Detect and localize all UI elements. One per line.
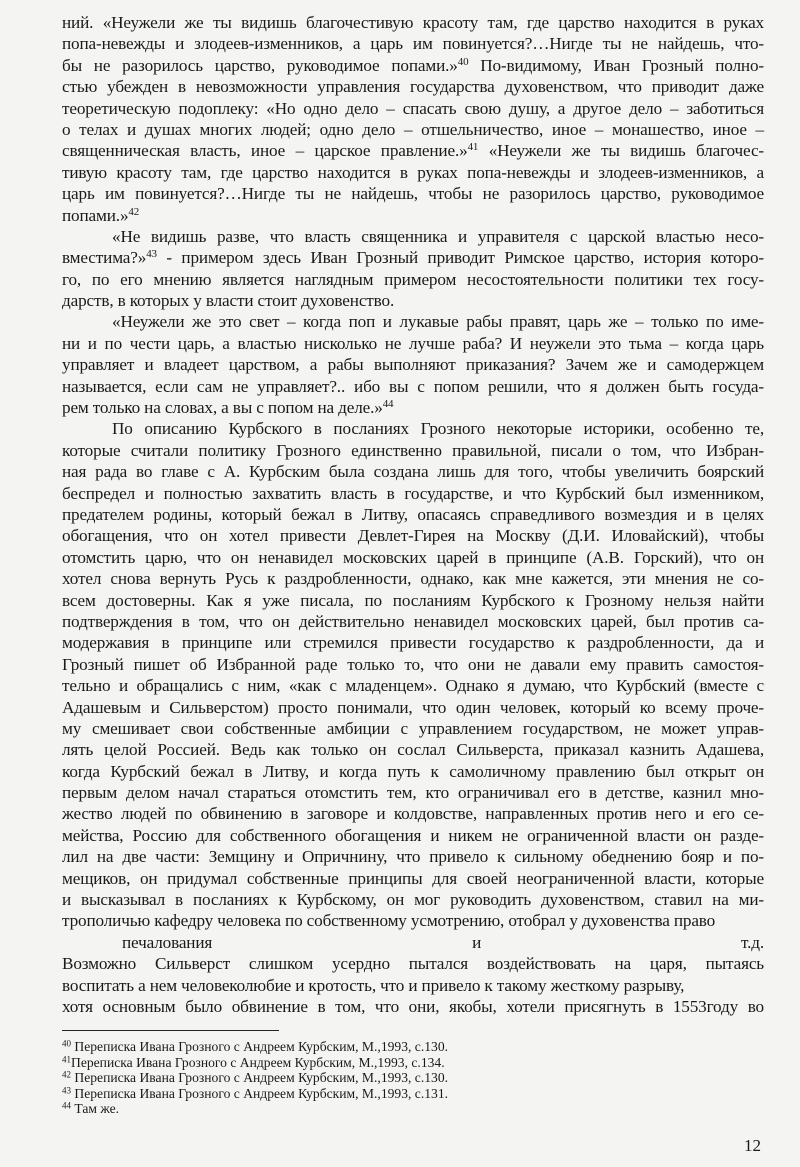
text-segment: ний. «Неужели же ты видишь благочестивую красоту там, где царство находится в руках (62, 13, 764, 32)
text-line (62, 483, 764, 504)
text-line (62, 33, 764, 54)
text-segment: «Неужели же это свет – когда поп и лукавые рабы правят, царь же – только по име- (112, 312, 764, 332)
text-line (62, 953, 764, 974)
text-segment: священническая власть, иное – царское правление.» (62, 141, 468, 161)
text-line (62, 739, 764, 760)
text-segment: беспредел и полностью захватить власть в государстве, и что Курбский был изменником, (62, 483, 764, 503)
text-segment: о телах и душах многих людей; одно дело – отшельничество, иное – монашество, иное – (62, 119, 764, 139)
text-segment: жество людей по обвинению в заговоре и колдовстве, направленных против него и его се- (62, 804, 764, 824)
footnote-number: 41 (62, 1054, 71, 1065)
footnote-number: 42 (62, 1069, 71, 1080)
text-line (62, 932, 764, 953)
footnote-number: 43 (62, 1085, 71, 1096)
text-line (62, 504, 764, 525)
text-line (62, 205, 764, 226)
text-line (62, 440, 764, 461)
text-segment: бы не разорилось царство, руководимое попами.» (62, 55, 458, 75)
text-segment: и высказывал в посланиях к Курбскому, он мог руководить духовенством, ставил на ми- (62, 890, 764, 910)
text-segment: лять целой Россией. Ведь как только он сослал Сильверста, приказал казнить Адашева, (62, 740, 764, 760)
text-line (62, 311, 764, 332)
text-segment: «Не видишь разве, что власть священника и управителя с царской властью несо- (112, 226, 764, 246)
footnote-separator (62, 1030, 279, 1031)
text-line (62, 568, 764, 589)
text-line (62, 119, 764, 140)
text-segment: По описанию Курбского в посланиях Грозного некоторые историки, особенно те, (112, 419, 764, 439)
text-segment: предателем родины, который бежал в Литву, опасаясь справедливого возмездия и в целях (62, 504, 764, 524)
text-segment: хотя основным было обвинение в том, что они, якобы, хотели присягнуть в 1553году во (62, 996, 764, 1016)
footnote-ref: 44 (382, 397, 394, 410)
text-segment: подтверждения в том, что он действительно ненавидел московских царей, был против са- (62, 611, 764, 631)
text-segment: обогащения, что он хотел привести Девлет-Гирея на Москву (Д.И. Иловайский), чтобы (62, 526, 764, 546)
text-line (62, 632, 764, 653)
text-line (62, 12, 764, 33)
text-line (62, 825, 764, 846)
text-line (62, 611, 764, 632)
text-line (62, 654, 764, 675)
footnote (62, 1070, 448, 1086)
text-segment: попами.» (62, 205, 129, 225)
text-line (62, 269, 764, 290)
text-line (62, 76, 764, 97)
text-segment: всем достоверны. Как я уже писала, по посланиям Курбского к Грозному нельзя найти (62, 590, 764, 610)
footnote-ref: 43 (146, 248, 157, 261)
text-line (62, 761, 764, 782)
text-line (62, 910, 764, 931)
text-line (62, 889, 764, 910)
text-line (62, 418, 764, 439)
text-segment: которые считали политику Грозного единственно правильной, писали о том, что Избран- (62, 440, 764, 460)
footnote-number: 40 (62, 1038, 71, 1049)
text-segment: го, по его мнению является наглядным примером несостоятельности политики тех госу- (62, 269, 764, 289)
footnotes (62, 1039, 448, 1117)
text-segment: Адашевым и Сильверстом) просто понимали, что один человек, который ко всему проче- (62, 697, 764, 717)
page-number: 12 (744, 1136, 761, 1155)
text-line (62, 868, 764, 889)
text-line (62, 290, 764, 311)
footnote (62, 1101, 448, 1117)
text-segment: Возможно Сильверст слишком усердно пытался воздействовать на царя, пытаясь (62, 954, 764, 974)
text-line (62, 675, 764, 696)
text-segment: теоретическую подоплеку: «Но одно дело – спасать свою душу, а другое дело – заботиться (62, 98, 764, 118)
text-line (62, 975, 764, 996)
text-line (62, 397, 764, 418)
text-segment: лил на две части: Земщину и Опричнину, что привело к сильному обеднению бояр и по- (62, 847, 764, 867)
text-segment: воспитать а нем человеколюбие и кротость, что и привело к такому жесткому разрыву, (62, 975, 685, 995)
text-line (62, 846, 764, 867)
text-line (62, 996, 764, 1017)
text-segment: По-видимому, Иван Грозный полно- (468, 55, 764, 75)
footnote-text: Переписка Ивана Грозного с Андреем Курбским, М.,1993, с.131. (71, 1085, 449, 1101)
text-segment: му смешивает свои собственные амбиции с управлением государством, не может управ- (62, 718, 764, 738)
text-line (62, 333, 764, 354)
text-segment: «Неужели же ты видишь благочес- (478, 141, 764, 161)
text-segment: трополичью кафедру человека по собственному усмотрению, отобрал у духовенства право (62, 911, 716, 931)
text-line (62, 247, 764, 268)
footnote-text: Переписка Ивана Грозного с Андреем Курбским, М.,1993, с.130. (71, 1070, 449, 1086)
footnote-text: Переписка Ивана Грозного с Андреем Курбским, М.,1993, с.134. (71, 1054, 445, 1070)
text-segment: когда Курбский бежал в Литву, и когда путь к самоличному правлению был открыт он (62, 761, 764, 781)
text-segment: дарств, в которых у власти стоит духовенство. (62, 291, 395, 311)
text-segment: печалования и т.д. (122, 932, 764, 952)
text-segment: царь им повинуется?…Нигде ты не найдешь, чтобы не разорилось царство, руководимое (62, 184, 764, 204)
text-segment: первым делом начал стараться отомстить тем, кто ограничивал его в детстве, казнил мно- (62, 783, 764, 803)
text-line (62, 525, 764, 546)
footnote-ref: 41 (467, 141, 479, 154)
text-segment: рем только на словах, а вы с попом на деле.» (62, 398, 383, 418)
footnote-text: Переписка Ивана Грозного с Андреем Курбским, М.,1993, с.130. (71, 1039, 449, 1054)
text-line (62, 354, 764, 375)
text-line (62, 55, 764, 76)
text-line (62, 590, 764, 611)
text-line (62, 226, 764, 247)
text-line (62, 697, 764, 718)
text-segment: мещиков, он придумал собственные принципы для своей неограниченной власти, которые (62, 868, 764, 888)
text-segment: Грозный пишет об Избранной раде только то, что они не давали ему править самостоя- (62, 654, 764, 674)
text-segment: стью убежден в невозможности управления государства духовенством, что приводит даже (62, 77, 764, 97)
text-line (62, 162, 764, 183)
text-line (62, 98, 764, 119)
text-line (62, 547, 764, 568)
text-segment: тивую красоту там, где царство находится в руках попа-невежды и злодеев-изменников, а (62, 162, 764, 182)
footnote (62, 1086, 448, 1102)
text-line (62, 782, 764, 803)
footnote-number: 44 (62, 1100, 71, 1111)
text-segment: хотел снова вернуть Русь к раздробленности, однако, как мне кажется, эти мнения не со- (62, 569, 764, 589)
text-segment: - примером здесь Иван Грозный приводит Римское царство, история которо- (156, 248, 764, 268)
body-text (62, 12, 764, 1017)
text-line (62, 376, 764, 397)
text-segment: вместима?» (62, 248, 147, 268)
footnote-ref: 42 (128, 205, 140, 218)
footnote (62, 1039, 448, 1055)
text-line (62, 718, 764, 739)
text-segment: отомстить царю, что он ненавидел московских царей в принципе (А.В. Горский), что он (62, 547, 764, 567)
text-line (62, 183, 764, 204)
text-segment: управляет и владеет царством, а рабы выполняют приказания? Зачем же и самодержцем (62, 355, 764, 375)
footnote-ref: 40 (457, 55, 469, 68)
text-segment: модержавия в принципе или стремился привести государство к раздробленности, да и (62, 633, 764, 653)
text-segment: тельно и обращались с ним, «как с младенцем». Однако я думаю, что Курбский (вместе с (62, 676, 764, 696)
footnote-text: Там же. (71, 1101, 120, 1117)
text-line (62, 803, 764, 824)
text-segment: ная рада во главе с А. Курбским была создана лишь для того, чтобы увеличить боярский (62, 462, 764, 482)
text-segment: попа-невежды и злодеев-изменников, а царь им повинуется?…Нигде ты не найдешь, что- (62, 34, 764, 54)
text-segment: называется, если сам не управляет?.. ибо вы с попом решили, что я должен быть госуда- (62, 376, 764, 396)
text-segment: мейства, Россию для собственного обогащения и никем не ограниченной власти он разде- (62, 825, 764, 845)
text-line (62, 461, 764, 482)
footnote (62, 1055, 448, 1071)
text-line (62, 140, 764, 161)
text-segment: ни и по чести царь, а властью нисколько не лучше раба? И неужели это тьма – когда царь (62, 333, 764, 353)
